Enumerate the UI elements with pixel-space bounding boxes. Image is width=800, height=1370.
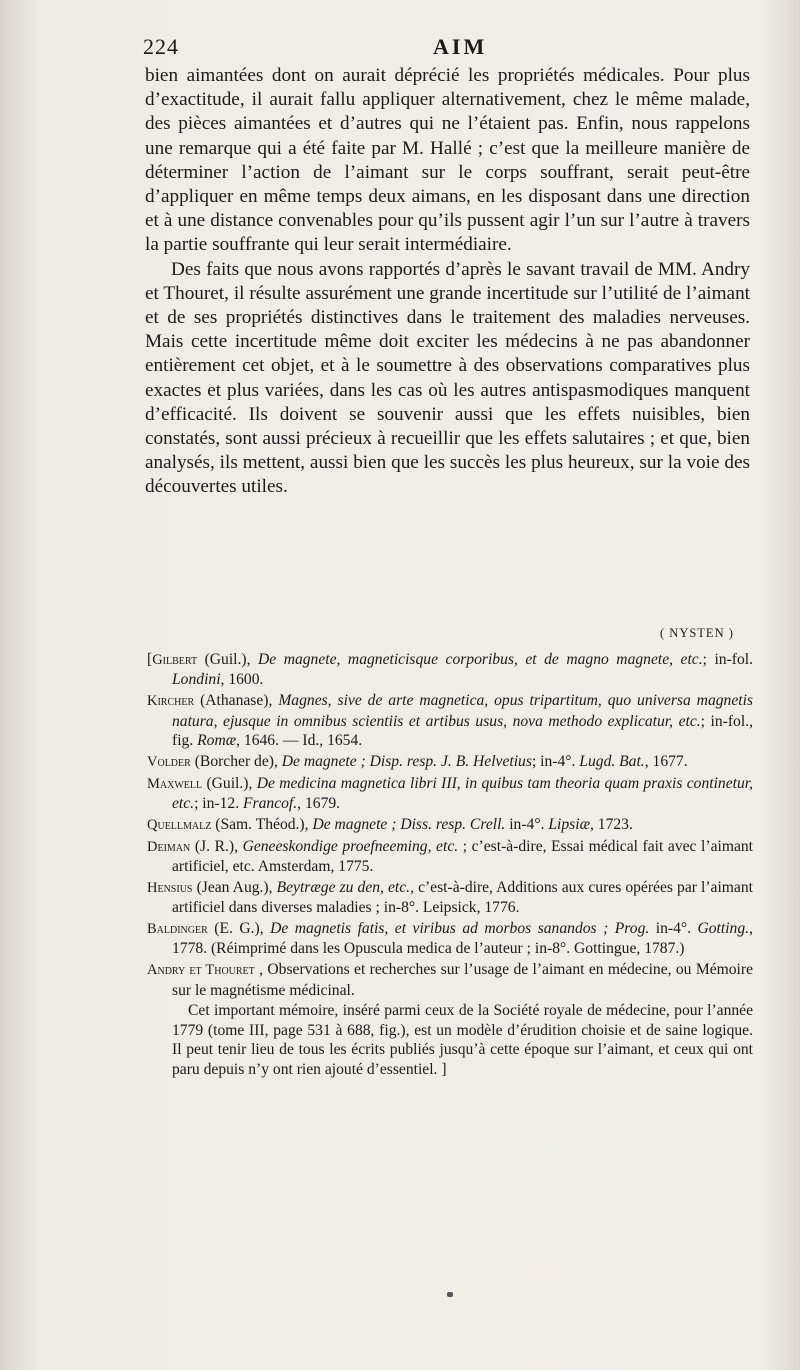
paragraph: bien aimantées dont on aurait déprécié les propriétés médicales. Pour plus d’exactitude, il aurait fallu appliquer alternativement, chez le même malade, des pièces aimantées et d’autres qui ne l’étaient pas. Enfin, nous rappelons une remarque qui a été faite par M. Hallé ; c’est que la meilleure manière de déterminer l’action de l’aimant sur le corps souffrant, serait peut-être d’appliquer en même temps deux aimans, en les disposant dans une direction et à une distance convenables pour qu’ils pussent agir l’un sur l’autre à travers la partie souffrante qui leur serait intermédiaire. — [145, 65, 750, 256]
entry-details: ; in-12. — [194, 795, 244, 813]
entry-details: , c’est-à-dire, Additions aux cures opérées par l’aimant artificiel dans diverses maladies ; in-8°. Leipsick, 1776. — [172, 878, 753, 917]
bibliography-entry — [147, 650, 753, 690]
entry-author: Hensius — [147, 879, 193, 896]
entry-author: Maxwell — [147, 775, 203, 792]
bibliography — [147, 650, 753, 1079]
entry-place: Gotting. — [697, 920, 750, 938]
entry-author: Baldinger — [147, 921, 208, 938]
bibliography-entry — [147, 815, 753, 835]
entry-place: Francof. — [243, 795, 298, 813]
entry-details: ; c’est-à-dire, Essai médical fait avec l’aimant artificiel, etc. Amsterdam, 1775. — [172, 837, 754, 876]
entry-title: De magnetis fatis, et viribus ad morbos sanandos ; Prog. — [270, 920, 650, 938]
running-title: AIM — [433, 34, 488, 59]
entry-details: ; in-fol., fig. — [172, 712, 753, 750]
page-number: 224 — [143, 34, 179, 59]
entry-details: in-4°. — [505, 815, 549, 833]
bibliography-entry — [147, 837, 753, 877]
entry-paren: (Jean Aug.), — [196, 878, 273, 896]
author-signature: ( NYSTEN ) — [660, 626, 734, 640]
entry-details: ; in-fol. — [702, 651, 754, 668]
bibliography-entry — [147, 774, 753, 814]
page-header — [143, 34, 753, 64]
entry-paren: (Guil.), — [204, 651, 251, 668]
entry-lead: [ — [147, 651, 153, 668]
bibliography-entry — [147, 878, 753, 918]
entry-title: Magnes, sive de arte magnetica, opus tripartitum, quo universa magnetis natura, ejusque in omnibus scientiis et artibus usus, nova methodo explicatur, etc. — [172, 692, 753, 730]
entry-details: ; in-4°. — [531, 752, 580, 770]
entry-place: Romæ — [197, 732, 237, 750]
entry-details: in-4°. — [649, 920, 698, 938]
entry-after: , 1646. — Id., 1654. — [236, 732, 363, 750]
entry-author: Andry et Thouret — [147, 962, 255, 979]
entry-paren: (E. G.), — [214, 920, 264, 938]
closing-note: Cet important mémoire, inséré parmi ceux de la Société royale de médecine, pour l’année 1779 (tome III, page 531 à 688, fig.), est un modèle d’érudition choisie et de saine logique. Il peut tenir lieu de tous les écrits publiés jusqu’à cette époque sur l’aimant, et ceux qui ont paru depuis n’y ont rien ajouté d’essentiel. ] — [172, 1002, 753, 1078]
entry-paren: (Guil.), — [206, 774, 253, 792]
entry-title: Beytræge zu den, etc. — [276, 878, 411, 896]
entry-after: , 1600. — [220, 671, 264, 689]
entry-author: Quellmalz — [147, 816, 212, 833]
entry-author: Deiman — [147, 838, 191, 855]
paragraph: Des faits que nous avons rapportés d’après le savant travail de MM. Andry et Thouret, il résulte assurément une grande incertitude sur l’utilité de l’aimant et de ses propriétés distinctives dans le traitement des maladies nerveuses. Mais cette incertitude même doit exciter les médecins à ne pas abandonner entièrement cet objet, et à le soumettre à des observations comparatives plus exactes et plus variées, dans les cas où les autres antispasmodiques manquent d’efficacité. Ils doivent se souvenir aussi que les effets nuisibles, bien constatés, sont aussi précieux à recueillir que les effets salutaires ; et que, bien analysés, ils mettent, aussi bien que les succès les plus heureux, sur la voie des découvertes utiles. — [145, 258, 750, 498]
entry-after: , 1778. (Réimprimé dans les Opuscula medica de l’auteur ; in-8°. Gottingue, 1787.) — [172, 920, 753, 958]
entry-place: Lipsiæ — [548, 815, 590, 833]
entry-place: Londini — [172, 671, 221, 689]
entry-title: Geneeskondige proefneeming, etc. — [242, 837, 459, 855]
entry-author: Kircher — [147, 693, 195, 710]
bibliography-entry — [147, 752, 753, 772]
entry-title: De magnete ; Disp. resp. J. B. Helvetius — [281, 752, 532, 770]
main-text — [145, 64, 750, 500]
entry-paren: , — [259, 961, 264, 979]
entry-paren: (Athanase), — [200, 692, 273, 710]
ink-speck — [447, 1292, 453, 1297]
entry-place: Lugd. Bat. — [579, 752, 645, 770]
entry-title: De medicina magnetica libri III, in quibus tam theoria quam praxis continetur, etc. — [172, 774, 754, 813]
bibliography-entry — [147, 691, 753, 750]
entry-author: Volder — [147, 753, 191, 770]
entry-paren: (Borcher de), — [194, 752, 278, 770]
entry-details: Observations et recherches sur l’usage de l’aimant en médecine, ou Mémoire sur le magnétisme médicinal. — [172, 961, 753, 999]
entry-author: Gilbert — [152, 652, 198, 668]
entry-after: , 1679. — [297, 795, 341, 813]
entry-after: , 1723. — [589, 815, 633, 833]
entry-title: De magnete, magneticisque corporibus, et de magno magnete, etc. — [258, 651, 703, 668]
bibliography-entry — [147, 919, 753, 959]
entry-title: De magnete ; Diss. resp. Crell. — [312, 815, 506, 833]
entry-paren: (J. R.), — [194, 837, 238, 855]
entry-after: , 1677. — [644, 752, 688, 770]
entry-paren: (Sam. Théod.), — [215, 815, 309, 833]
bibliography-entry — [147, 960, 753, 1000]
